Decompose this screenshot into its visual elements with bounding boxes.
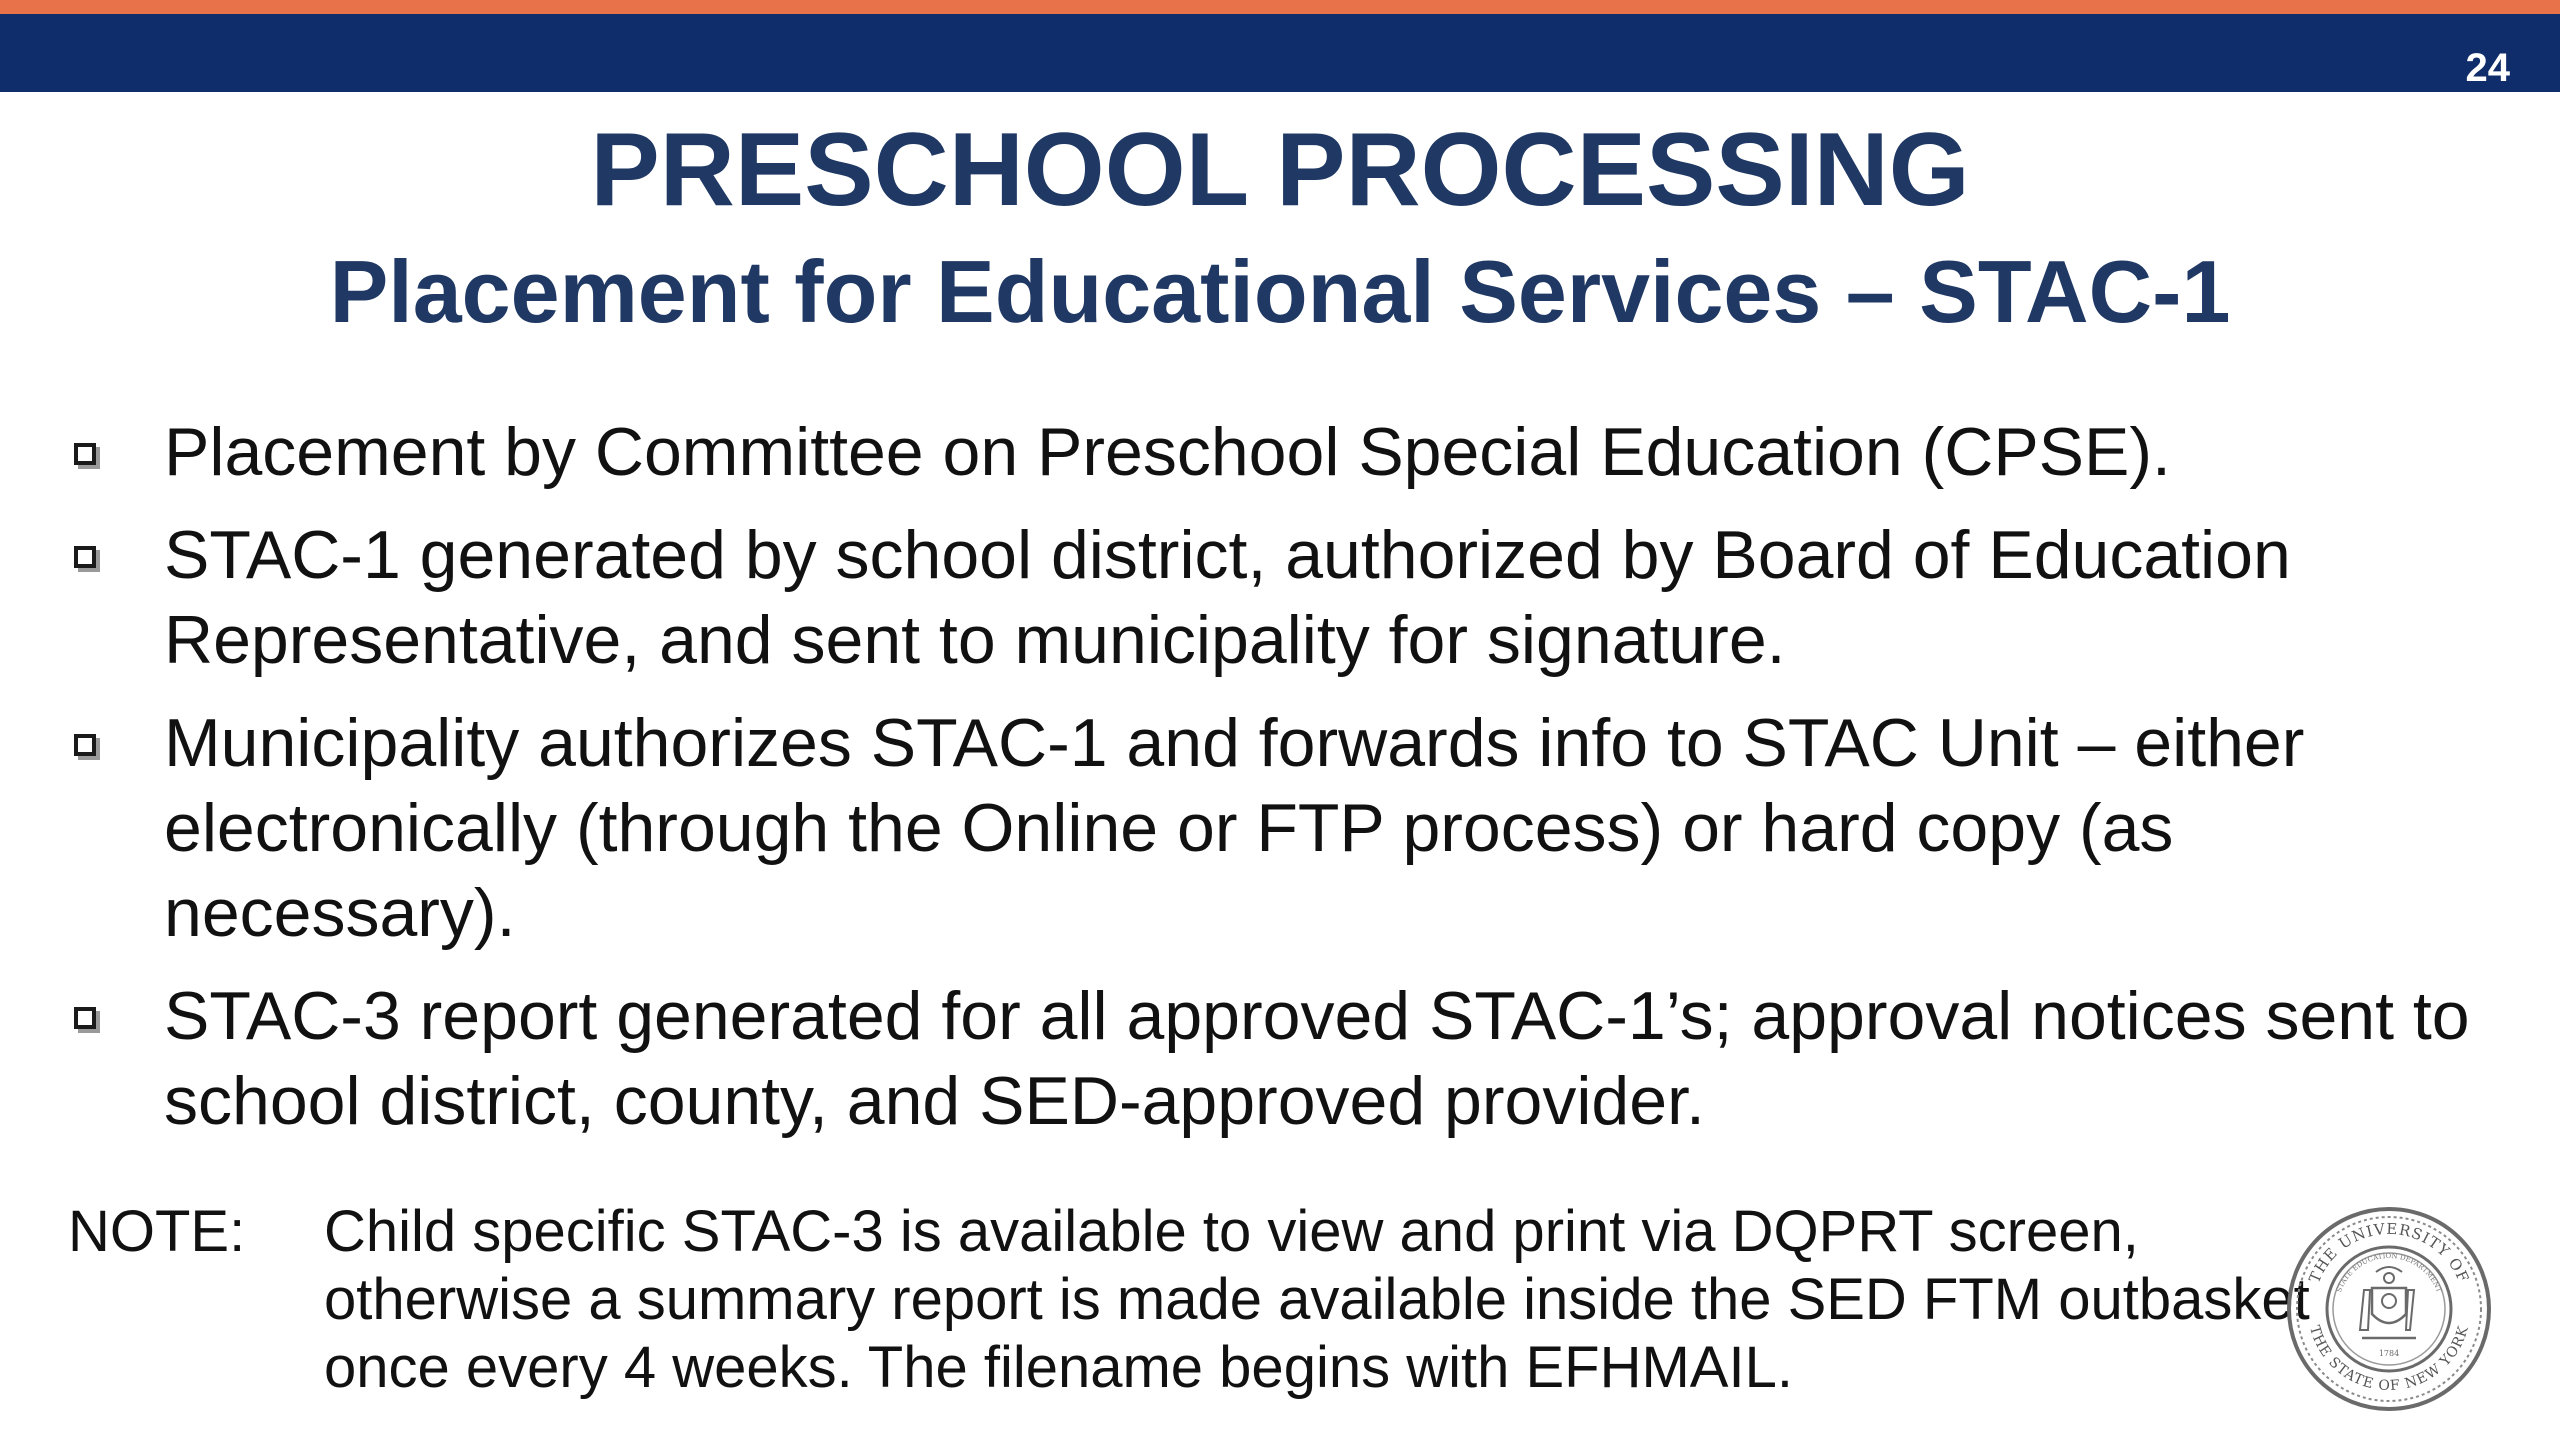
state-seal-icon bbox=[2286, 1206, 2492, 1412]
bullet-item bbox=[68, 513, 2508, 683]
checkbox-bullet-icon bbox=[74, 546, 96, 568]
bullet-item bbox=[68, 701, 2508, 956]
note-label: NOTE: bbox=[68, 1199, 246, 1264]
accent-stripe bbox=[0, 0, 2560, 14]
slide-subtitle: Placement for Educational Services – STAC-1 bbox=[329, 242, 2231, 341]
note-line: once every 4 weeks. The filename begins with EFHMAIL. bbox=[324, 1335, 1793, 1400]
header-bar bbox=[0, 14, 2560, 92]
seal-inner-text: STATE EDUCATION DEPARTMENT bbox=[2335, 1251, 2443, 1294]
slide-number: 24 bbox=[2465, 46, 2510, 90]
seal-year: 1784 bbox=[2378, 1349, 2400, 1358]
checkbox-bullet-icon bbox=[74, 443, 96, 465]
note-line: otherwise a summary report is made available inside the SED FTM outbasket bbox=[324, 1267, 2310, 1332]
seal-top-text: THE UNIVERSITY OF bbox=[2305, 1219, 2473, 1286]
bullet-item bbox=[68, 974, 2508, 1144]
bullet-item bbox=[68, 410, 2508, 495]
bullet-text: Placement by Committee on Preschool Special Education (CPSE). bbox=[164, 414, 2171, 490]
bullet-text: Municipality authorizes STAC-1 and forwards info to STAC Unit – either electronically (through the Online or FTP process) or hard copy (as necessary). bbox=[164, 705, 2305, 951]
checkbox-bullet-icon bbox=[74, 734, 96, 756]
slide-title: PRESCHOOL PROCESSING bbox=[590, 112, 1970, 228]
bullet-text: STAC-3 report generated for all approved STAC-1’s; approval notices sent to school district, county, and SED-approved provider. bbox=[164, 978, 2470, 1139]
bullet-text: STAC-1 generated by school district, authorized by Board of Education Representative, and sent to municipality for signature. bbox=[164, 517, 2291, 678]
note-line: Child specific STAC-3 is available to view and print via DQPRT screen, bbox=[324, 1199, 2139, 1264]
seal-bottom-text: THE STATE OF NEW YORK bbox=[2306, 1323, 2472, 1395]
bullet-list bbox=[68, 410, 2508, 1162]
checkbox-bullet-icon bbox=[74, 1007, 96, 1029]
note-text bbox=[324, 1198, 2324, 1402]
